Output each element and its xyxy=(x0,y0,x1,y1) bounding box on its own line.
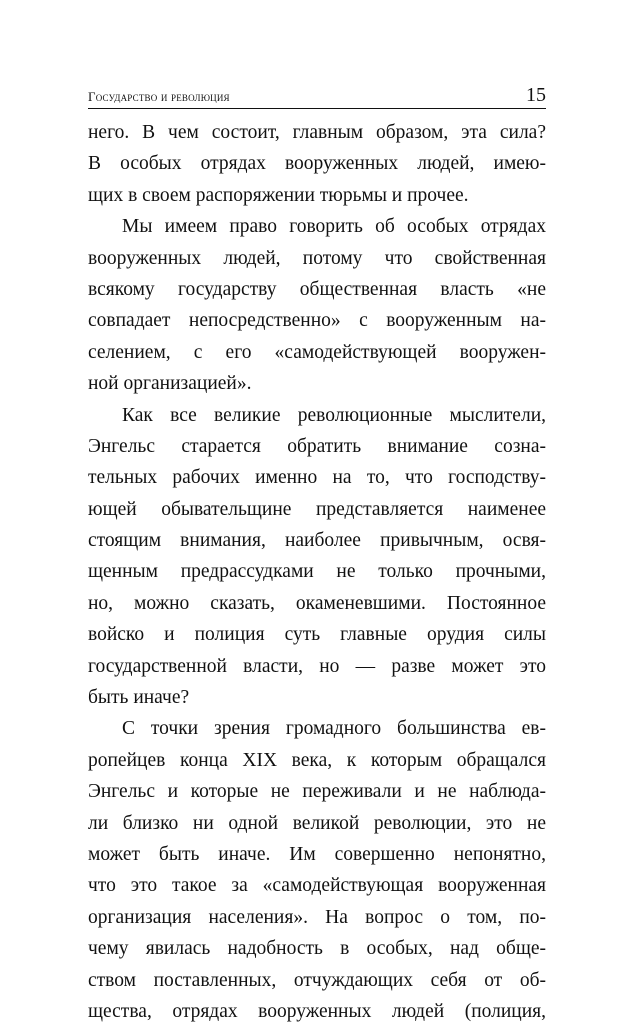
text-line: селением, с его «самодействующей вооружен- xyxy=(88,341,546,363)
text-line: ющей обывательщине представляется наименее xyxy=(88,498,546,520)
page-number: 15 xyxy=(526,84,546,106)
text-line: Мы имеем право говорить об особых отрядах xyxy=(122,216,546,238)
text-line: но, можно сказать, окаменевшими. Постоянное xyxy=(88,592,546,614)
text-line: стоящим внимания, наиболее привычным, освя- xyxy=(88,530,546,552)
header-rule xyxy=(88,108,546,109)
text-line: С точки зрения громадного большинства ев- xyxy=(122,718,546,740)
text-line: В особых отрядах вооруженных людей, имею- xyxy=(88,153,546,175)
text-line: может быть иначе. Им совершенно непонятно, xyxy=(88,843,546,865)
running-title: Государство и революция xyxy=(88,89,230,104)
text-line: тельных рабочих именно на то, что господству- xyxy=(88,467,546,489)
text-line: быть иначе? xyxy=(88,687,190,709)
text-line: него. В чем состоит, главным образом, эта сила? xyxy=(88,122,546,143)
text-line: Как все великие революционные мыслители, xyxy=(122,404,546,426)
text-line: Энгельс и которые не переживали и не наблюда- xyxy=(88,781,546,803)
body-text xyxy=(88,117,546,1027)
text-line: войско и полиция суть главные орудия силы xyxy=(88,624,546,646)
text-line: ством поставленных, отчуждающих себя от об- xyxy=(88,969,546,991)
text-line: что это такое за «самодействующая вооруженная xyxy=(88,875,546,897)
text-line: щенным предрассудками не только прочными, xyxy=(88,561,546,583)
text-line: ли близко ни одной великой революции, это не xyxy=(88,812,546,834)
text-line: Энгельс старается обратить внимание созна- xyxy=(88,435,546,457)
text-line: совпадает непосредственно» с вооруженным на- xyxy=(88,310,546,332)
text-line: щества, отрядах вооруженных людей (полиция, xyxy=(88,1000,546,1022)
text-line: государственной власти, но — разве может это xyxy=(88,655,546,677)
text-line: вооруженных людей, потому что свойственная xyxy=(88,247,546,269)
text-line: щих в своем распоряжении тюрьмы и прочее. xyxy=(88,184,469,206)
text-line: ной организацией». xyxy=(88,373,252,395)
running-header xyxy=(88,84,546,108)
text-line: ропейцев конца XIX века, к которым обращался xyxy=(88,749,546,771)
text-line: всякому государству общественная власть «не xyxy=(88,278,546,300)
text-line: организация населения». На вопрос о том, по- xyxy=(88,906,546,928)
text-line: чему явилась надобность в особых, над обще- xyxy=(88,938,546,960)
